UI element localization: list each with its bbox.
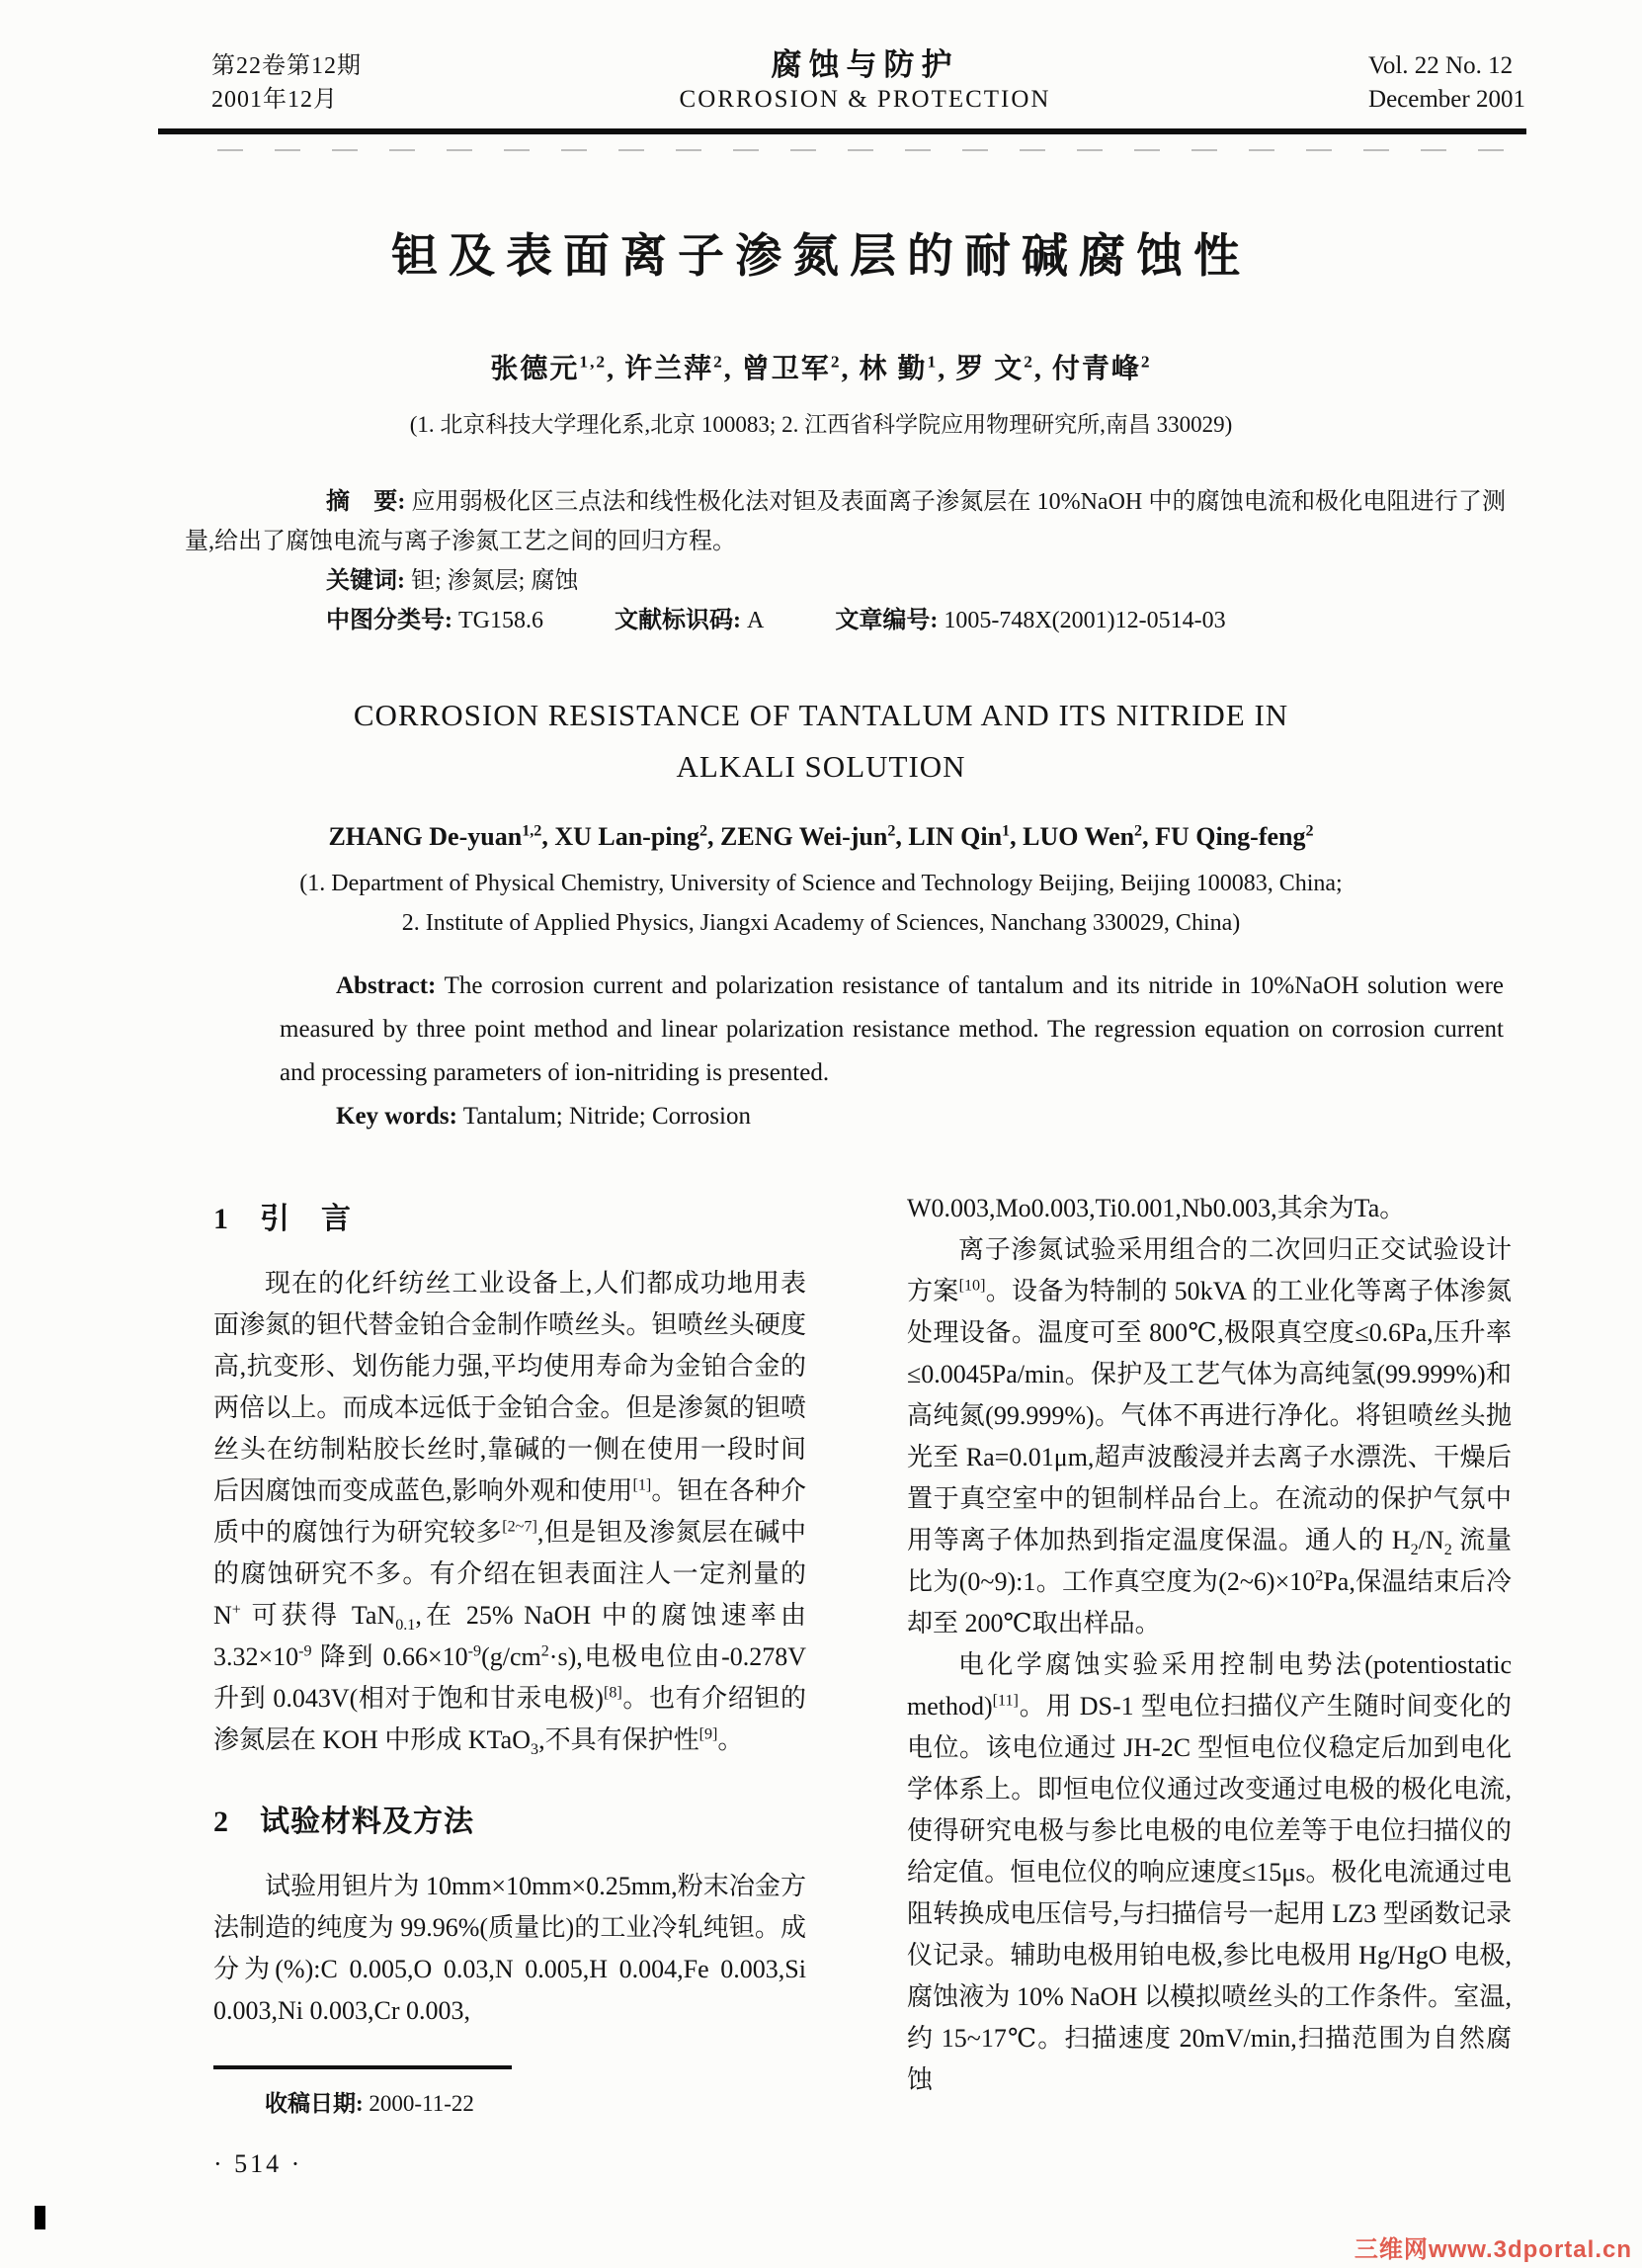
header-issue-block xyxy=(211,49,362,117)
received-date: 2000-11-22 xyxy=(369,2091,474,2116)
chinese-meta-block xyxy=(185,482,1506,640)
page-number: · 514 · xyxy=(213,2149,303,2178)
footnote-rule xyxy=(213,2065,512,2069)
footnote-block xyxy=(213,2065,806,2118)
journal-title-cn: 腐蚀与防护 xyxy=(771,47,959,82)
title-en-line2: ALKALI SOLUTION xyxy=(676,749,966,784)
left-column xyxy=(213,1188,806,2179)
section-1-heading: 1 引 言 xyxy=(213,1203,352,1235)
affiliation-en xyxy=(0,864,1642,943)
issue-date-cn: 2001年12月 xyxy=(211,87,338,113)
electrochemical-test-paragraph: 电化学腐蚀实验采用控制电势法(potentiostatic method)[11]。用 DS-1 型电位扫描仪产生随时间变化的电位。该电位通过 JH-2C 型恒电位仪稳定后加到电化学体系上。即恒电位仪通过改变通过电极的极化电流,使得研究电极与参比电极的电位差等于电位扫描仪的给定值。恒电位仪的响应速度≤15μs。极化电流通过电阻转换成电压信号,与扫描信号一起用 LZ3 型函数记录仪记录。辅助电极用铂电极,参比电极用 Hg/HgO 电极,腐蚀液为 10% NaOH 以模拟喷丝头的工作条件。室温,约 15~17℃。扫描速度 20mV/min,扫描范围为自然腐蚀 xyxy=(907,1650,1512,2094)
affiliation-en-line2: 2. Institute of Applied Physics, Jiangxi Academy of Sciences, Nanchang 330029, China) xyxy=(401,910,1241,936)
article-title-cn: 钽及表面离子渗氮层的耐碱腐蚀性 xyxy=(391,231,1251,283)
affiliation-en-line1: (1. Department of Physical Chemistry, University of Science and Technology Beijing, Beijing 100083, China; xyxy=(299,871,1343,896)
header-volume-block xyxy=(1368,49,1525,117)
abstract-text-cn: 应用弱极化区三点法和线性极化法对钽及表面离子渗氮层在 10%NaOH 中的腐蚀电流和极化电阻进行了测量,给出了腐蚀电流与离子渗氮工艺之间的回归方程。 xyxy=(185,489,1506,554)
keywords-label-cn: 关键词: xyxy=(326,568,405,594)
section-2-heading: 2 试验材料及方法 xyxy=(213,1806,474,1838)
watermark-text: 三维网www.3dportal.cn xyxy=(1354,2236,1632,2263)
journal-title-en: CORROSION & PROTECTION xyxy=(679,86,1051,113)
affiliation-cn: (1. 北京科技大学理化系,北京 100083; 2. 江西省科学院应用物理研究所,南昌 330029) xyxy=(409,412,1233,437)
keywords-text-cn: 钽; 渗氮层; 腐蚀 xyxy=(411,568,579,594)
journal-header xyxy=(211,0,1525,117)
abstract-label-en: Abstract: xyxy=(336,972,437,999)
authors-en: ZHANG De-yuan$^{1,2}$, XU Lan-ping$^2$, ZENG Wei-jun$^2$, LIN Qin$^1$, LUO Wen$^2$, FU Qing-feng$^2$ xyxy=(328,822,1314,851)
received-date-line xyxy=(265,2085,806,2118)
classification-line xyxy=(185,601,1506,640)
received-label: 收稿日期: xyxy=(265,2091,364,2116)
volume-issue-en: Vol. 22 No. 12 xyxy=(1368,52,1514,79)
journal-title-block xyxy=(680,47,1051,117)
abstract-text-en: The corrosion current and polarization resistance of tantalum and its nitride in 10%NaOH solution were measured by three point method and linear polarization resistance method. The regression equation on corrosion current and processing parameters of ion-nitriding is presented. xyxy=(280,972,1504,1086)
methods-paragraph: 试验用钽片为 10mm×10mm×0.25mm,粉末冶金方法制造的纯度为 99.96%(质量比)的工业冷轧纯钽。成分为(%):C 0.005,O 0.03,N 0.005,H 0.004,Fe 0.003,Si 0.003,Ni 0.003,Cr 0.003, xyxy=(213,1872,806,2025)
article-title-en xyxy=(0,690,1642,793)
abstract-cn xyxy=(185,482,1506,561)
header-divider-rule xyxy=(158,128,1526,134)
scan-artifact-mark xyxy=(35,2206,45,2229)
clc-number: 中图分类号: TG158.6 xyxy=(326,608,543,633)
volume-issue-cn: 第22卷第12期 xyxy=(211,53,362,79)
article-id: 文章编号: 1005-748X(2001)12-0514-03 xyxy=(835,608,1226,633)
issue-date-en: December 2001 xyxy=(1368,86,1525,113)
title-en-line1: CORROSION RESISTANCE OF TANTALUM AND ITS NITRIDE IN xyxy=(353,698,1289,732)
abstract-label-cn: 摘 要: xyxy=(326,489,406,515)
keywords-cn xyxy=(185,561,1506,601)
document-code: 文献标识码: A xyxy=(615,608,765,633)
intro-paragraph: 现在的化纤纺丝工业设备上,人们都成功地用表面渗氮的钽代替金铂合金制作喷丝头。钽喷丝头硬度高,抗变形、划伤能力强,平均使用寿命为金铂合金的两倍以上。而成本远低于金铂合金。但是渗氮的钽喷丝头在纺制粘胶长丝时,靠碱的一侧在使用一段时间后因腐蚀而变成蓝色,影响外观和使用[1]。钽在各种介质中的腐蚀行为研究较多[2~7],但是钽及渗氮层在碱中的腐蚀研究不多。有介绍在钽表面注人一定剂量的 N+ 可获得 TaN$_{0.1}$,在 25% NaOH 中的腐蚀速率由 $3.32\times 10^{-9}$ 降到 $0.66\times 10^{-9}(g/cm^2\cdot s)$,电极电位由-0.278V 升到 0.043V(相对于饱和甘汞电极)[8]。也有介绍钽的渗氮层在 KOH 中形成 KTaO$_3$,不具有保护性[9]。 xyxy=(213,1269,806,1759)
keywords-text-en: Tantalum; Nitride; Corrosion xyxy=(462,1103,751,1130)
english-abstract-block xyxy=(280,965,1504,1138)
right-column xyxy=(907,1188,1512,2179)
scan-artifact-line xyxy=(217,149,1512,151)
abstract-en xyxy=(280,965,1504,1095)
authors-cn: 张德元$^{1,2}$, 许兰萍$^2$, 曾卫军$^2$, 林 勤$^1$, 罗 文$^2$, 付青峰$^2$ xyxy=(490,352,1152,384)
composition-continuation-paragraph: W0.003,Mo0.003,Ti0.001,Nb0.003,其余为Ta。 xyxy=(907,1194,1406,1222)
ion-nitriding-paragraph: 离子渗氮试验采用组合的二次回归正交试验设计方案[10]。设备为特制的 50kVA 的工业化等离子体渗氮处理设备。温度可至 800℃,极限真空度≤0.6Pa,压升率≤0.0045Pa/min。保护及工艺气体为高纯氢(99.999%)和高纯氮(99.999%)。气体不再进行净化。将钽喷丝头抛光至 Ra=0.01μm,超声波酸浸并去离子水漂洗、干燥后置于真空室中的钽制样品台上。在流动的保护气氛中用等离子体加热到指定温度保温。通人的 $H_2/N_2$ 流量比为(0~9):1。工作真空度为$(2\sim 6)\times 10^2Pa$,保温结束后冷却至 200℃取出样品。 xyxy=(907,1235,1512,1638)
keywords-label-en: Key words: xyxy=(336,1103,457,1130)
keywords-en xyxy=(280,1095,1504,1138)
body-columns xyxy=(213,1188,1512,2179)
